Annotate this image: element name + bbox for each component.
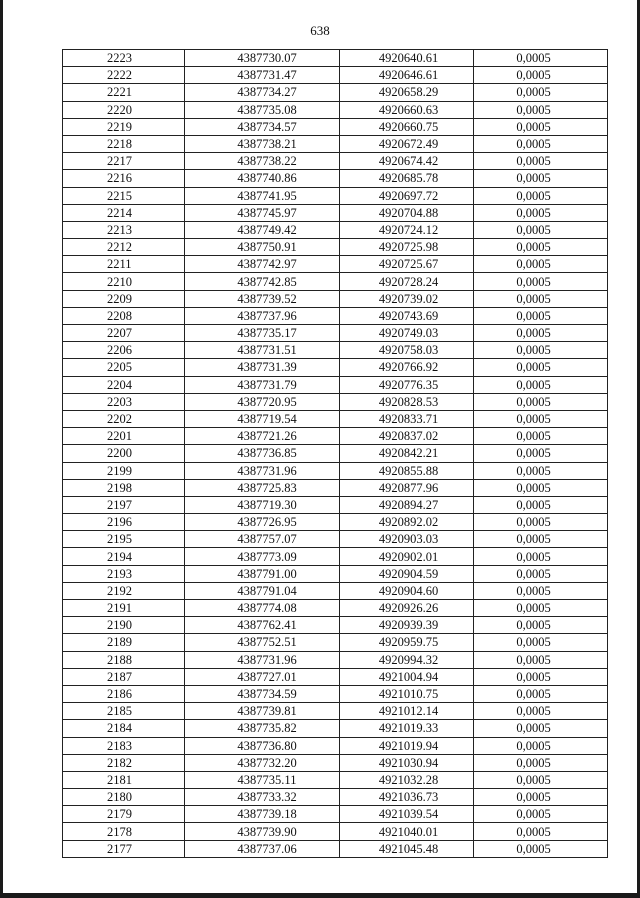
value-cell: 0,0005 [474,273,608,290]
value-cell: 0,0005 [474,651,608,668]
value-cell: 0,0005 [474,50,608,67]
table-row [63,771,608,788]
value-cell: 0,0005 [474,204,608,221]
point-number-cell: 2194 [63,548,185,565]
point-number-cell: 2188 [63,651,185,668]
y-coordinate-cell: 4920903.03 [340,531,474,548]
point-number-cell: 2196 [63,514,185,531]
value-cell: 0,0005 [474,325,608,342]
table-row [63,617,608,634]
value-cell: 0,0005 [474,737,608,754]
table-row [63,50,608,67]
table-row [63,479,608,496]
x-coordinate-cell: 4387732.20 [185,754,340,771]
value-cell: 0,0005 [474,376,608,393]
x-coordinate-cell: 4387739.90 [185,823,340,840]
point-number-cell: 2187 [63,668,185,685]
value-cell: 0,0005 [474,170,608,187]
y-coordinate-cell: 4921039.54 [340,806,474,823]
point-number-cell: 2179 [63,806,185,823]
table-row [63,496,608,513]
scan-edge-bottom [0,893,640,898]
table-row [63,187,608,204]
table-row [63,67,608,84]
y-coordinate-cell: 4921019.94 [340,737,474,754]
value-cell: 0,0005 [474,582,608,599]
point-number-cell: 2202 [63,410,185,427]
value-cell: 0,0005 [474,359,608,376]
table-row [63,393,608,410]
point-number-cell: 2219 [63,118,185,135]
x-coordinate-cell: 4387737.06 [185,840,340,857]
table-row [63,273,608,290]
point-number-cell: 2212 [63,239,185,256]
x-coordinate-cell: 4387736.85 [185,445,340,462]
value-cell: 0,0005 [474,221,608,238]
point-number-cell: 2210 [63,273,185,290]
table-row [63,204,608,221]
table-row [63,290,608,307]
y-coordinate-cell: 4920766.92 [340,359,474,376]
point-number-cell: 2190 [63,617,185,634]
x-coordinate-cell: 4387719.54 [185,410,340,427]
table-row [63,445,608,462]
table-row [63,582,608,599]
y-coordinate-cell: 4920892.02 [340,514,474,531]
y-coordinate-cell: 4920674.42 [340,153,474,170]
point-number-cell: 2217 [63,153,185,170]
y-coordinate-cell: 4920658.29 [340,84,474,101]
value-cell: 0,0005 [474,187,608,204]
value-cell: 0,0005 [474,239,608,256]
value-cell: 0,0005 [474,514,608,531]
table-row [63,221,608,238]
y-coordinate-cell: 4920837.02 [340,428,474,445]
x-coordinate-cell: 4387731.47 [185,67,340,84]
y-coordinate-cell: 4920877.96 [340,479,474,496]
point-number-cell: 2213 [63,221,185,238]
table-row [63,410,608,427]
value-cell: 0,0005 [474,135,608,152]
value-cell: 0,0005 [474,668,608,685]
table-row [63,548,608,565]
point-number-cell: 2192 [63,582,185,599]
table-row [63,668,608,685]
value-cell: 0,0005 [474,703,608,720]
x-coordinate-cell: 4387791.04 [185,582,340,599]
page-number: 638 [310,23,330,38]
coordinates-table [62,49,608,858]
table-row [63,840,608,857]
value-cell: 0,0005 [474,754,608,771]
table-row [63,651,608,668]
y-coordinate-cell: 4920739.02 [340,290,474,307]
point-number-cell: 2198 [63,479,185,496]
y-coordinate-cell: 4920724.12 [340,221,474,238]
y-coordinate-cell: 4920728.24 [340,273,474,290]
point-number-cell: 2199 [63,462,185,479]
point-number-cell: 2223 [63,50,185,67]
x-coordinate-cell: 4387735.08 [185,101,340,118]
value-cell: 0,0005 [474,685,608,702]
y-coordinate-cell: 4920704.88 [340,204,474,221]
table-row [63,342,608,359]
table-row [63,359,608,376]
x-coordinate-cell: 4387737.96 [185,307,340,324]
value-cell: 0,0005 [474,565,608,582]
x-coordinate-cell: 4387731.51 [185,342,340,359]
value-cell: 0,0005 [474,720,608,737]
x-coordinate-cell: 4387745.97 [185,204,340,221]
x-coordinate-cell: 4387727.01 [185,668,340,685]
x-coordinate-cell: 4387739.52 [185,290,340,307]
table-row [63,462,608,479]
value-cell: 0,0005 [474,342,608,359]
x-coordinate-cell: 4387791.00 [185,565,340,582]
y-coordinate-cell: 4920828.53 [340,393,474,410]
point-number-cell: 2189 [63,634,185,651]
y-coordinate-cell: 4920842.21 [340,445,474,462]
value-cell: 0,0005 [474,823,608,840]
point-number-cell: 2191 [63,600,185,617]
y-coordinate-cell: 4920725.98 [340,239,474,256]
value-cell: 0,0005 [474,496,608,513]
y-coordinate-cell: 4921040.01 [340,823,474,840]
y-coordinate-cell: 4920660.75 [340,118,474,135]
x-coordinate-cell: 4387742.97 [185,256,340,273]
point-number-cell: 2184 [63,720,185,737]
value-cell: 0,0005 [474,290,608,307]
table-row [63,703,608,720]
value-cell: 0,0005 [474,462,608,479]
x-coordinate-cell: 4387752.51 [185,634,340,651]
point-number-cell: 2193 [63,565,185,582]
x-coordinate-cell: 4387735.17 [185,325,340,342]
y-coordinate-cell: 4920697.72 [340,187,474,204]
value-cell: 0,0005 [474,410,608,427]
point-number-cell: 2211 [63,256,185,273]
point-number-cell: 2181 [63,771,185,788]
x-coordinate-cell: 4387721.26 [185,428,340,445]
x-coordinate-cell: 4387734.57 [185,118,340,135]
table-row [63,170,608,187]
table-row [63,737,608,754]
value-cell: 0,0005 [474,428,608,445]
point-number-cell: 2195 [63,531,185,548]
table-row [63,806,608,823]
value-cell: 0,0005 [474,307,608,324]
value-cell: 0,0005 [474,789,608,806]
point-number-cell: 2185 [63,703,185,720]
y-coordinate-cell: 4920646.61 [340,67,474,84]
table-row [63,376,608,393]
value-cell: 0,0005 [474,67,608,84]
y-coordinate-cell: 4920994.32 [340,651,474,668]
point-number-cell: 2183 [63,737,185,754]
x-coordinate-cell: 4387731.79 [185,376,340,393]
x-coordinate-cell: 4387742.85 [185,273,340,290]
point-number-cell: 2186 [63,685,185,702]
value-cell: 0,0005 [474,617,608,634]
table-row [63,789,608,806]
y-coordinate-cell: 4920959.75 [340,634,474,651]
y-coordinate-cell: 4921004.94 [340,668,474,685]
coordinates-table-wrapper [62,49,607,858]
table-row [63,118,608,135]
x-coordinate-cell: 4387734.59 [185,685,340,702]
y-coordinate-cell: 4921032.28 [340,771,474,788]
point-number-cell: 2200 [63,445,185,462]
value-cell: 0,0005 [474,600,608,617]
point-number-cell: 2203 [63,393,185,410]
table-row [63,135,608,152]
x-coordinate-cell: 4387726.95 [185,514,340,531]
point-number-cell: 2204 [63,376,185,393]
x-coordinate-cell: 4387773.09 [185,548,340,565]
x-coordinate-cell: 4387750.91 [185,239,340,256]
value-cell: 0,0005 [474,531,608,548]
y-coordinate-cell: 4921012.14 [340,703,474,720]
value-cell: 0,0005 [474,479,608,496]
table-row [63,153,608,170]
table-row [63,239,608,256]
value-cell: 0,0005 [474,153,608,170]
point-number-cell: 2197 [63,496,185,513]
y-coordinate-cell: 4920672.49 [340,135,474,152]
value-cell: 0,0005 [474,548,608,565]
point-number-cell: 2221 [63,84,185,101]
value-cell: 0,0005 [474,101,608,118]
y-coordinate-cell: 4920660.63 [340,101,474,118]
value-cell: 0,0005 [474,771,608,788]
x-coordinate-cell: 4387738.22 [185,153,340,170]
table-row [63,531,608,548]
point-number-cell: 2178 [63,823,185,840]
point-number-cell: 2205 [63,359,185,376]
x-coordinate-cell: 4387739.81 [185,703,340,720]
point-number-cell: 2182 [63,754,185,771]
point-number-cell: 2201 [63,428,185,445]
y-coordinate-cell: 4921030.94 [340,754,474,771]
y-coordinate-cell: 4921036.73 [340,789,474,806]
y-coordinate-cell: 4921010.75 [340,685,474,702]
coordinates-table-body [63,50,608,858]
value-cell: 0,0005 [474,840,608,857]
value-cell: 0,0005 [474,393,608,410]
x-coordinate-cell: 4387741.95 [185,187,340,204]
y-coordinate-cell: 4920939.39 [340,617,474,634]
point-number-cell: 2207 [63,325,185,342]
x-coordinate-cell: 4387774.08 [185,600,340,617]
x-coordinate-cell: 4387735.11 [185,771,340,788]
table-row [63,84,608,101]
point-number-cell: 2222 [63,67,185,84]
x-coordinate-cell: 4387739.18 [185,806,340,823]
x-coordinate-cell: 4387757.07 [185,531,340,548]
x-coordinate-cell: 4387749.42 [185,221,340,238]
x-coordinate-cell: 4387736.80 [185,737,340,754]
y-coordinate-cell: 4921019.33 [340,720,474,737]
x-coordinate-cell: 4387719.30 [185,496,340,513]
x-coordinate-cell: 4387735.82 [185,720,340,737]
y-coordinate-cell: 4920894.27 [340,496,474,513]
table-row [63,634,608,651]
point-number-cell: 2180 [63,789,185,806]
x-coordinate-cell: 4387731.39 [185,359,340,376]
point-number-cell: 2209 [63,290,185,307]
y-coordinate-cell: 4920640.61 [340,50,474,67]
x-coordinate-cell: 4387725.83 [185,479,340,496]
y-coordinate-cell: 4920904.59 [340,565,474,582]
y-coordinate-cell: 4920904.60 [340,582,474,599]
y-coordinate-cell: 4920758.03 [340,342,474,359]
x-coordinate-cell: 4387738.21 [185,135,340,152]
scan-edge-left [0,0,3,898]
y-coordinate-cell: 4920776.35 [340,376,474,393]
x-coordinate-cell: 4387730.07 [185,50,340,67]
table-row [63,428,608,445]
value-cell: 0,0005 [474,84,608,101]
table-row [63,720,608,737]
x-coordinate-cell: 4387731.96 [185,462,340,479]
y-coordinate-cell: 4920743.69 [340,307,474,324]
y-coordinate-cell: 4920902.01 [340,548,474,565]
x-coordinate-cell: 4387720.95 [185,393,340,410]
point-number-cell: 2218 [63,135,185,152]
point-number-cell: 2177 [63,840,185,857]
x-coordinate-cell: 4387731.96 [185,651,340,668]
table-row [63,685,608,702]
y-coordinate-cell: 4920855.88 [340,462,474,479]
point-number-cell: 2215 [63,187,185,204]
x-coordinate-cell: 4387762.41 [185,617,340,634]
y-coordinate-cell: 4921045.48 [340,840,474,857]
y-coordinate-cell: 4920749.03 [340,325,474,342]
table-row [63,600,608,617]
x-coordinate-cell: 4387734.27 [185,84,340,101]
point-number-cell: 2214 [63,204,185,221]
point-number-cell: 2208 [63,307,185,324]
y-coordinate-cell: 4920833.71 [340,410,474,427]
table-row [63,325,608,342]
y-coordinate-cell: 4920725.67 [340,256,474,273]
value-cell: 0,0005 [474,445,608,462]
point-number-cell: 2220 [63,101,185,118]
table-row [63,754,608,771]
table-row [63,307,608,324]
value-cell: 0,0005 [474,634,608,651]
y-coordinate-cell: 4920926.26 [340,600,474,617]
y-coordinate-cell: 4920685.78 [340,170,474,187]
value-cell: 0,0005 [474,806,608,823]
table-row [63,823,608,840]
value-cell: 0,0005 [474,118,608,135]
table-row [63,565,608,582]
value-cell: 0,0005 [474,256,608,273]
point-number-cell: 2216 [63,170,185,187]
table-row [63,101,608,118]
table-row [63,256,608,273]
x-coordinate-cell: 4387733.32 [185,789,340,806]
table-row [63,514,608,531]
point-number-cell: 2206 [63,342,185,359]
x-coordinate-cell: 4387740.86 [185,170,340,187]
